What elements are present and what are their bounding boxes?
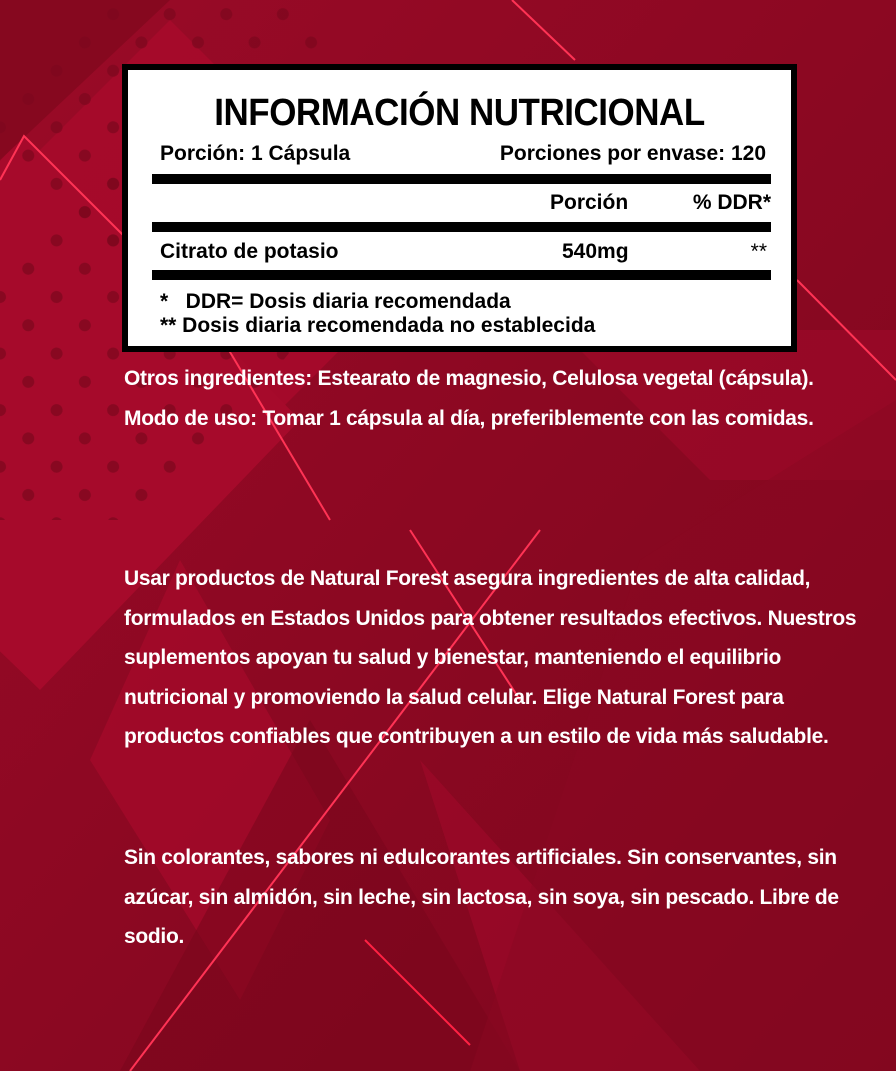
usage-text: Modo de uso: Tomar 1 cápsula al día, preferiblemente con las comidas. [124,406,814,430]
footnote: * DDR= Dosis diaria recomendada [160,290,511,313]
divider-bar [152,222,771,232]
ingredient-amount: 540mg [562,240,629,263]
ingredient-ddr: ** [750,240,767,263]
column-header-ddr: % DDR* [692,191,771,214]
panel-title: INFORMACIÓN NUTRICIONAL [214,92,705,134]
divider-bar [152,270,771,280]
footnote: ** Dosis diaria recomendada no establecida [160,314,596,337]
free-from-text: Sin colorantes, sabores ni edulcorantes artificiales. Sin conservantes, sin azúcar, sin almidón, sin leche, sin lactosa, sin soya, sin pescado. Libre de sodio. [124,846,839,948]
brand-paragraph-block [124,559,864,757]
brand-paragraph: Usar productos de Natural Forest asegura ingredientes de alta calidad, formulados en Estados Unidos para obtener resultados efectivos. Nuestros suplementos apoyan tu salud y bienestar, manteniendo el equilibrio nutricional y promoviendo la salud celular. Elige Natural Forest para productos confiables que contribuyen a un estilo de vida más saludable. [124,567,857,748]
ingredient-name: Citrato de potasio [160,240,339,263]
serving-size: Porción: 1 Cápsula [160,142,351,165]
free-from-block [124,838,864,957]
column-header-portion: Porción [550,191,629,214]
ingredients-usage-block [124,359,864,438]
nutrition-facts-panel [122,64,797,352]
other-ingredients-text: Otros ingredientes: Estearato de magnesio, Celulosa vegetal (cápsula). [124,367,814,390]
divider-bar [152,174,771,184]
servings-per-container: Porciones por envase: 120 [499,142,766,165]
